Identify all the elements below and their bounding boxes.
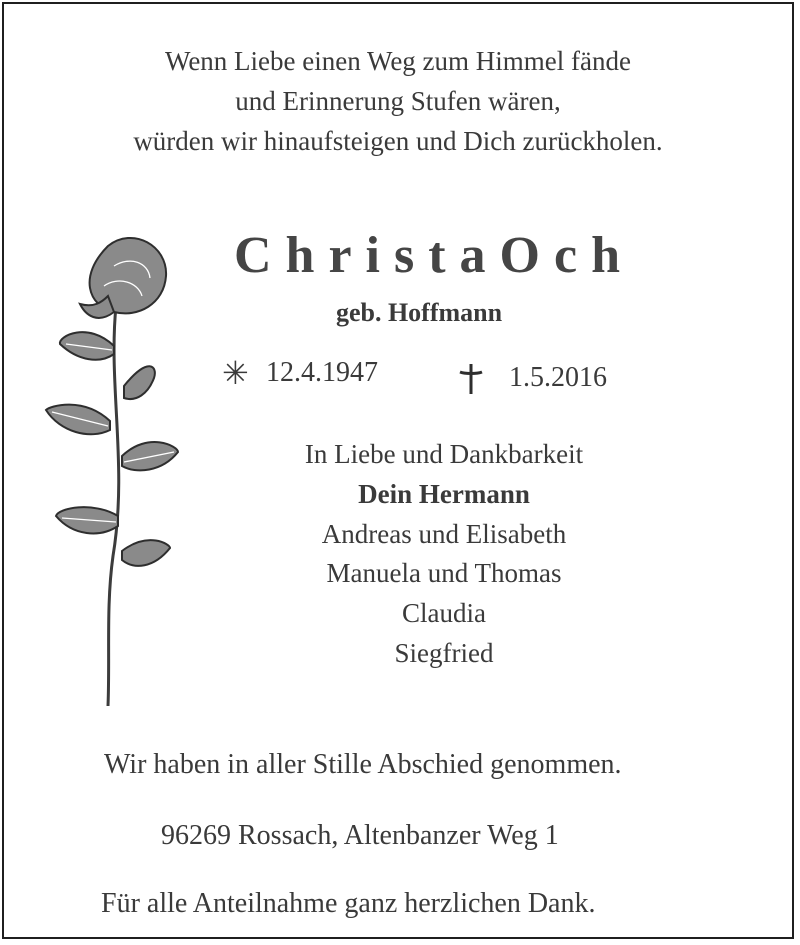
verse-line-1: Wenn Liebe einen Weg zum Himmel fände (165, 46, 631, 76)
thanks-text: Für alle Anteilnahme ganz herzlichen Dank. (101, 888, 596, 919)
cross-icon (456, 362, 486, 396)
mourners-intro: In Liebe und Dankbarkeit (304, 439, 584, 469)
birth-name: geb. Hoffmann (335, 298, 503, 327)
farewell-text: Wir haben in aller Stille Abschied genommen. (104, 749, 622, 780)
mourner-name: Siegfried (394, 638, 494, 668)
mourner-name: Claudia (402, 598, 486, 628)
birth-star-icon: ✳ (222, 355, 249, 391)
deceased-name: ChristaOch (234, 227, 634, 284)
mourner-name: Andreas und Elisabeth (321, 519, 567, 549)
verse-line-2: und Erinnerung Stufen wären, (235, 86, 561, 116)
address-text: 96269 Rossach, Altenbanzer Weg 1 (161, 820, 559, 851)
obituary-notice (2, 2, 794, 939)
verse-line-3: würden wir hinaufsteigen und Dich zurückholen. (133, 126, 663, 156)
death-date: 1.5.2016 (509, 362, 607, 393)
mourner-name: Dein Hermann (358, 479, 530, 509)
mourner-name: Manuela und Thomas (326, 558, 562, 588)
birth-date: 12.4.1947 (266, 357, 378, 388)
